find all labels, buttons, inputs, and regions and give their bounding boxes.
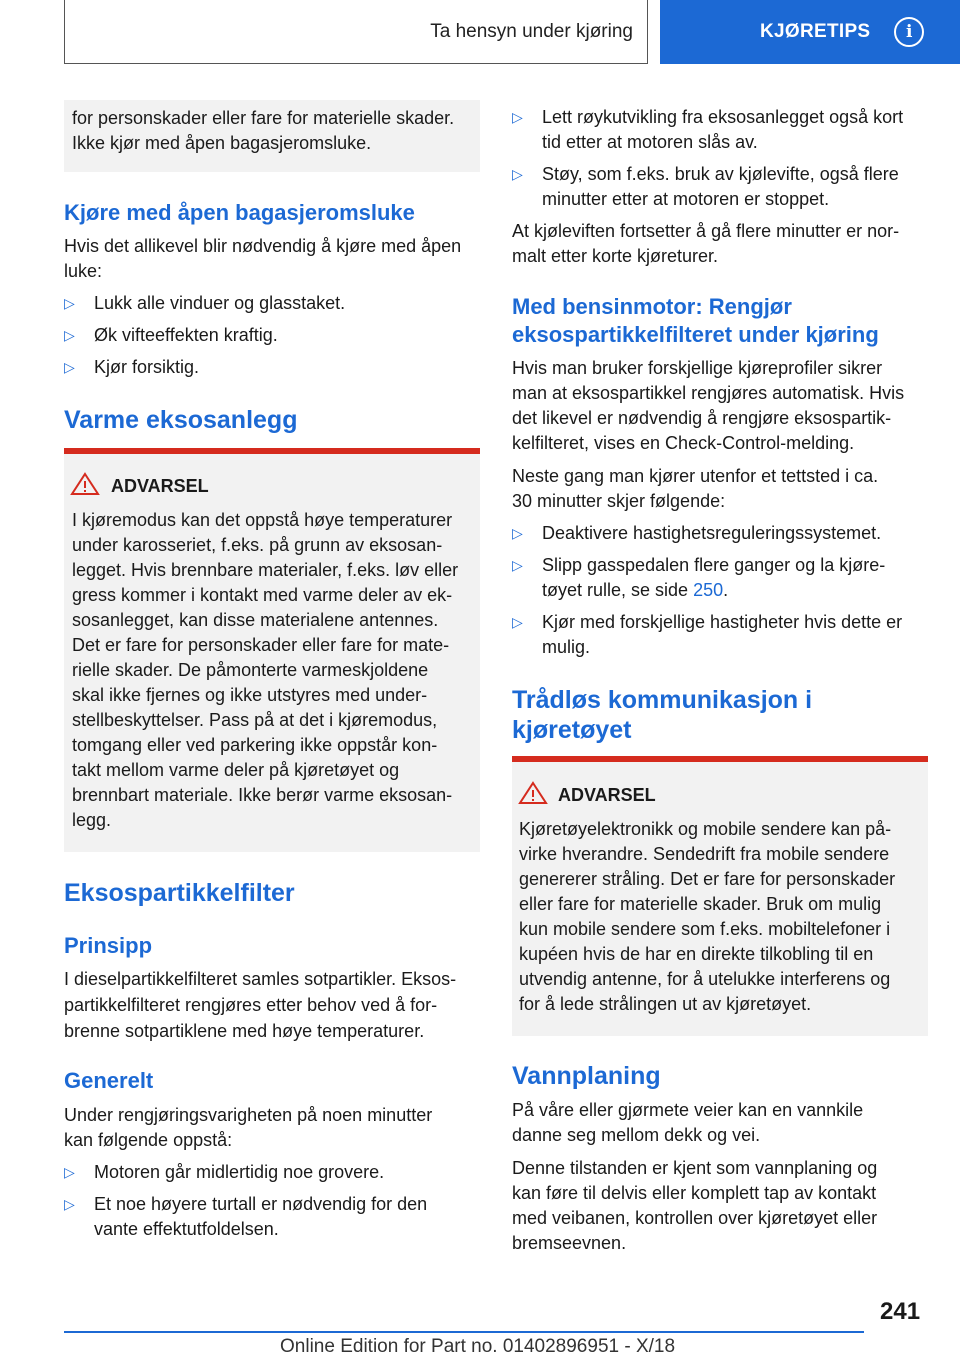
chapter-tab[interactable] <box>660 0 960 64</box>
list-item: ▷ Øk vifteeffekten kraftig. <box>64 323 480 348</box>
aqua-line: danne seg mellom dekk og vei. <box>512 1125 761 1145</box>
warning-line: gress kommer i kontakt med varme deler av ek- <box>72 585 453 605</box>
petrol-line: Hvis man bruker forskjellige kjøreprofiler sikrer <box>512 358 883 378</box>
aqua-line: Denne tilstanden er kjent som vannplaning og <box>512 1158 878 1178</box>
warning-line: utvendig antenne, for å utelukke interferens og <box>519 969 891 989</box>
petrol-line: man at eksospartikkel rengjøres automatisk. Hvis <box>512 383 905 403</box>
warning-line: eller fare for materielle skader. Bruk om mulig <box>519 894 882 914</box>
triangle-right-icon: ▷ <box>64 1164 75 1180</box>
heading-wireless-1: Trådløs kommunikasjon i <box>512 686 813 714</box>
info-icon[interactable]: i <box>894 17 924 47</box>
triangle-right-icon: ▷ <box>512 557 523 573</box>
triangle-right-icon: ▷ <box>64 359 75 375</box>
warning-line: brennbart materiale. Ikke berør varme eksosan- <box>72 785 453 805</box>
warning-line: genererer stråling. Det er fare for personskader <box>519 869 896 889</box>
header-section-title-box <box>64 0 648 64</box>
aqua-line: bremseevnen. <box>512 1233 627 1253</box>
triangle-right-icon: ▷ <box>64 1196 75 1212</box>
warning-line: virke hverandre. Sendedrift fra mobile sendere <box>519 844 890 864</box>
next-line: Neste gang man kjører utenfor et tettsted i ca. <box>512 466 879 486</box>
warning-line: I kjøremodus kan det oppstå høye temperaturer <box>72 510 453 530</box>
triangle-right-icon: ▷ <box>512 166 523 182</box>
fan-line: malt etter korte kjøreturer. <box>512 246 719 266</box>
next-line: 30 minutter skjer følgende: <box>512 491 726 511</box>
list-item: ▷ Kjør forsiktig. <box>64 355 480 380</box>
warning-title: ADVARSEL <box>558 785 656 805</box>
footer-edition: Online Edition for Part no. 01402896951 - X/18 <box>280 1336 676 1357</box>
list-item: ▷ Motoren går midlertidig noe grovere. <box>64 1160 480 1185</box>
warning-line: tomgang eller ved parkering ikke oppstår kon- <box>72 735 438 755</box>
footer-divider <box>64 1331 864 1333</box>
principle-line: partikkelfilteret rengjøres etter behov ved å for- <box>64 995 438 1015</box>
heading-aquaplaning: Vannplaning <box>512 1062 661 1090</box>
warning-line: skal ikke fjernes og ikke utstyres med under- <box>72 685 428 705</box>
heading-general: Generelt <box>64 1068 154 1093</box>
aqua-line: På våre eller gjørmete veier kan en vannkile <box>512 1100 864 1120</box>
warning-line: under karosseriet, f.eks. på grunn av eksosan- <box>72 535 443 555</box>
principle-line: brenne sotpartiklene med høye temperaturer. <box>64 1021 425 1041</box>
warning-line: legg. <box>72 810 112 830</box>
list-item: ▷ Støy, som f.eks. bruk av kjølevifte, også flere minutter etter at motoren er stoppet. <box>512 164 899 209</box>
heading-wireless-2: kjøretøyet <box>512 716 632 744</box>
page-number: 241 <box>880 1298 921 1325</box>
warning-line: Kjøretøyelektronikk og mobile sendere kan på- <box>519 819 892 839</box>
continued-warning-line-1: for personskader eller fare for materielle skader. <box>72 108 455 128</box>
heading-petrol-1: Med bensinmotor: Rengjør <box>512 294 792 319</box>
list-item: ▷ Lukk alle vinduer og glasstaket. <box>64 291 480 316</box>
petrol-line: kelfilteret, vises en Check-Control-melding. <box>512 433 855 453</box>
principle-line: I dieselpartikkelfilteret samles sotpartikler. Eksos- <box>64 969 457 989</box>
general-line: kan følgende oppstå: <box>64 1130 233 1150</box>
warning-line: takt mellom varme deler på kjøretøyet og <box>72 760 400 780</box>
warning-line: sosanlegget, kan disse materialene antennes. <box>72 610 439 630</box>
heading-open-trunk: Kjøre med åpen bagasjeromsluke <box>64 200 415 225</box>
open-trunk-intro-2: luke: <box>64 261 103 281</box>
warning-line: rielle skader. De påmonterte varmeskjoldene <box>72 660 429 680</box>
triangle-right-icon: ▷ <box>512 109 523 125</box>
warning-line: legget. Hvis brennbare materialer, f.eks. løv eller <box>72 560 459 580</box>
list-item: ▷ Lett røykutvikling fra eksosanlegget også kort tid etter at motoren slås av. <box>512 107 904 152</box>
aqua-line: med veibanen, kontrollen over kjøretøyet eller <box>512 1208 878 1228</box>
heading-particle-filter: Eksospartikkelfilter <box>64 879 295 907</box>
triangle-right-icon: ▷ <box>64 327 75 343</box>
fan-line: At kjøleviften fortsetter å gå flere minutter er nor- <box>512 221 900 241</box>
page-link-250[interactable]: 250 <box>693 580 724 600</box>
warning-line: Det er fare for personskader eller fare for mate- <box>72 635 450 655</box>
triangle-right-icon: ▷ <box>512 614 523 630</box>
general-line: Under rengjøringsvarigheten på noen minutter <box>64 1105 433 1125</box>
triangle-right-icon: ▷ <box>64 295 75 311</box>
section-title: Ta hensyn under kjøring <box>430 20 633 42</box>
chapter-label: KJØRETIPS <box>760 21 871 42</box>
heading-principle: Prinsipp <box>64 933 153 958</box>
aqua-line: kan føre til delvis eller komplett tap av kontakt <box>512 1183 877 1203</box>
list-item: ▷ Kjør med forskjellige hastigheter hvis dette er mulig. <box>512 612 903 657</box>
continued-warning-line-2: Ikke kjør med åpen bagasjeromsluke. <box>72 133 372 153</box>
warning-triangle-icon <box>70 472 100 496</box>
list-item: ▷ Slipp gasspedalen flere ganger og la kjøre- tøyet rulle, se side 250. <box>512 555 886 600</box>
triangle-right-icon: ▷ <box>512 525 523 541</box>
heading-petrol-2: eksospartikkelfilteret under kjøring <box>512 322 879 347</box>
list-item: ▷ Deaktivere hastighetsreguleringssystemet. <box>512 521 928 546</box>
warning-title: ADVARSEL <box>111 476 209 496</box>
heading-hot-exhaust: Varme eksosanlegg <box>64 406 298 434</box>
open-trunk-intro-1: Hvis det allikevel blir nødvendig å kjøre med åpen <box>64 236 462 256</box>
warning-line: kun mobile sendere som f.eks. mobiltelefoner i <box>519 919 891 939</box>
list-item: ▷ Et noe høyere turtall er nødvendig for den vante effektutfoldelsen. <box>64 1194 428 1239</box>
petrol-line: det likevel er nødvendig å rengjøre eksospartik- <box>512 408 892 428</box>
warning-line: stellbeskyttelser. Pass på at det i kjøremodus, <box>72 710 438 730</box>
warning-line: kupéen hvis de har en direkte tilkobling til en <box>519 944 874 964</box>
warning-triangle-icon <box>518 781 548 805</box>
warning-line: for å lede strålingen ut av kjøretøyet. <box>519 994 812 1014</box>
